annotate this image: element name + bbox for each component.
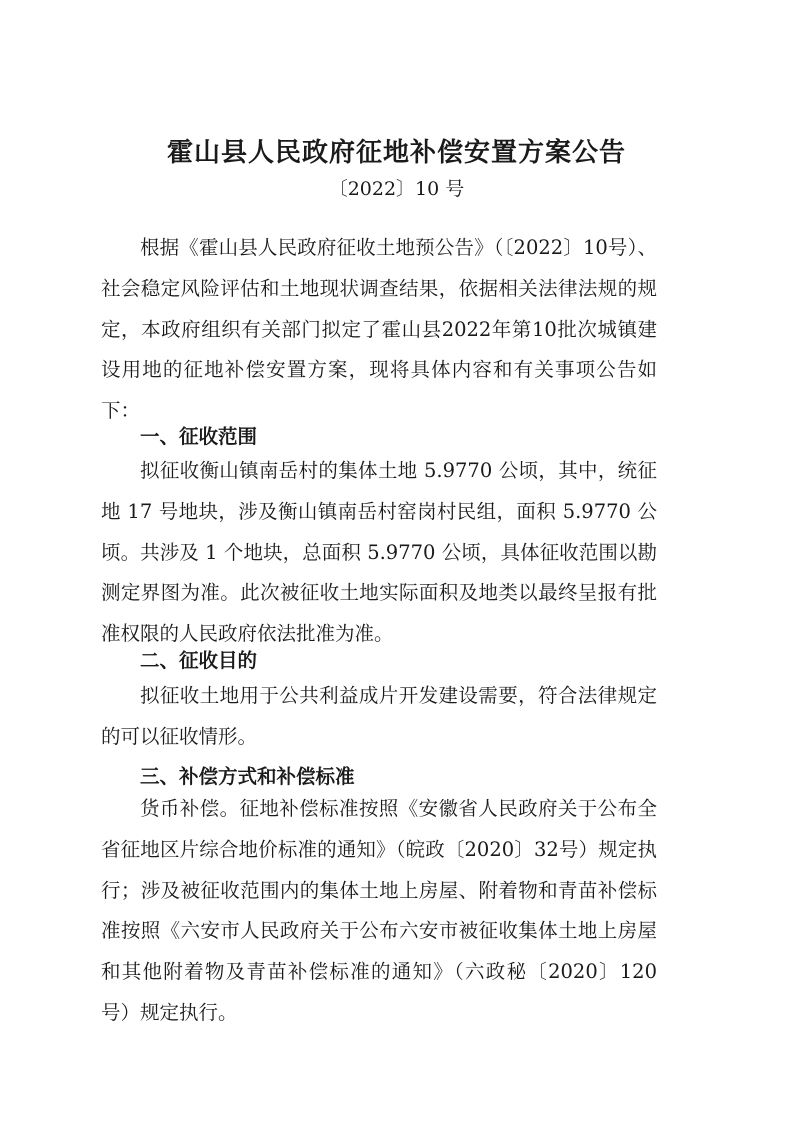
section-heading-scope: 一、征收范围 [140, 425, 258, 448]
section-heading-compensation: 三、补偿方式和补偿标准 [140, 765, 355, 788]
section-text-scope: 拟征收衡山镇南岳村的集体土地 5.9770 公顷，其中，统征地 17 号地块，涉及衡山镇南岳村窑岗村民组，面积 5.9770 公顷。共涉及 1 个地块，总面积 5.9770 公顷，具体征收范围以勘测定界图为准。此次被征收土地实际面积及地类以最终呈报有批准权限的人民政府依法批准为准。 [101, 459, 657, 646]
intro-paragraph: 根据《霍山县人民政府征收土地预公告》（〔2022〕10号）、社会稳定风险评估和土地现状调查结果，依据相关法律法规的规定，本政府组织有关部门拟定了霍山县2022年第10批次城镇建设用地的征地补偿安置方案，现将具体内容和有关事项公告如下： [101, 236, 657, 423]
document-title: 霍山县人民政府征地补偿安置方案公告 [166, 138, 626, 168]
document-number: 〔2022〕10 号 [328, 178, 465, 200]
section-text-compensation: 货币补偿。征地补偿标准按照《安徽省人民政府关于公布全省征地区片综合地价标准的通知》（皖政〔2020〕32号）规定执行；涉及被征收范围内的集体土地上房屋、附着物和青苗补偿标准按照《六安市人民政府关于公布六安市被征收集体土地上房屋和其他附着物及青苗补偿标准的通知》（六政秘〔2020〕120 号）规定执行。 [101, 797, 657, 1024]
section-heading-purpose: 二、征收目的 [140, 649, 258, 672]
section-text-purpose: 拟征收土地用于公共利益成片开发建设需要，符合法律规定的可以征收情形。 [101, 684, 657, 748]
